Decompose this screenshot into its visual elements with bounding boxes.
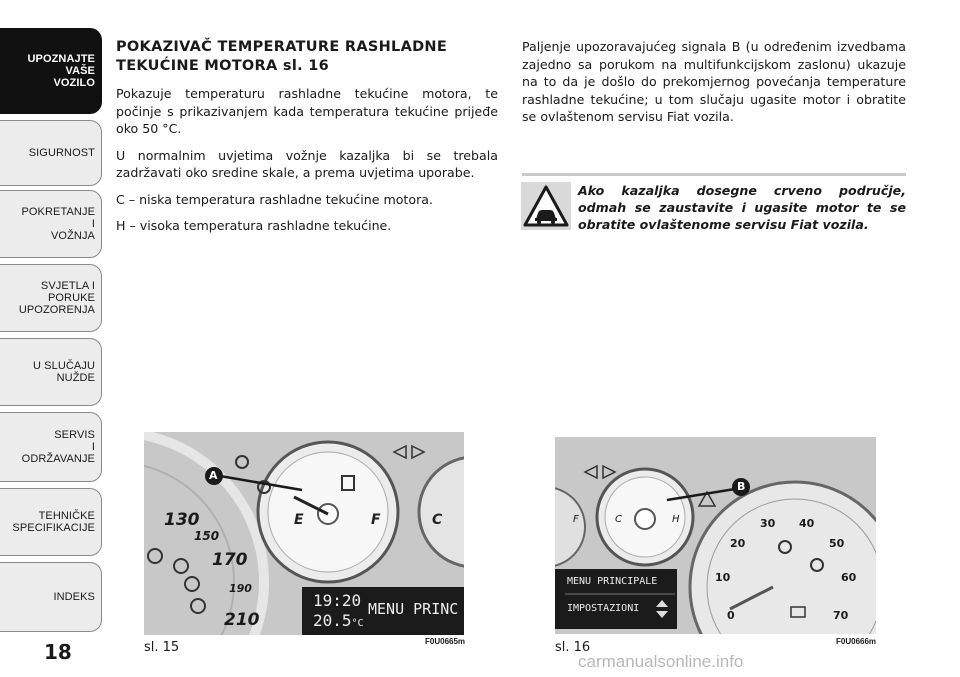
display-menu: MENU PRINC xyxy=(368,600,459,618)
right-column xyxy=(522,38,906,135)
rpm-label: 50 xyxy=(829,537,845,550)
figure-16-caption: sl. 16 xyxy=(555,640,591,655)
rpm-label: 40 xyxy=(799,517,815,530)
callout-a-label: A xyxy=(209,469,218,482)
tab-u-slucaju-nuzde[interactable]: U SLUČAJU NUŽDE xyxy=(0,338,102,406)
gauge-label-e: E xyxy=(294,512,304,528)
display-time: 19:20 xyxy=(313,591,362,610)
menu-item-impostazioni: IMPOSTAZIONI xyxy=(567,603,640,614)
speed-label: 210 xyxy=(224,610,260,630)
tab-pokretanje-i-voznja[interactable]: POKRETANJE I VOŽNJA xyxy=(0,190,102,258)
tab-indeks[interactable]: INDEKS xyxy=(0,562,102,632)
speed-label: 150 xyxy=(194,529,220,543)
page-number: 18 xyxy=(44,640,72,664)
speed-label: 190 xyxy=(229,582,252,595)
figure-15-caption: sl. 15 xyxy=(144,640,180,655)
tab-sigurnost[interactable]: SIGURNOST xyxy=(0,120,102,186)
speed-label: 170 xyxy=(212,550,248,570)
figure-16-instrument-panel xyxy=(555,437,876,634)
display-temperature-unit: °C xyxy=(351,618,364,629)
rpm-label: 70 xyxy=(833,609,849,622)
chapter-tabs xyxy=(0,0,106,677)
paragraph: C – niska temperatura rashladne tekućine motora. xyxy=(116,191,433,207)
gauge-label-c: C xyxy=(432,512,443,528)
tab-tehnicke-specifikacije[interactable]: TEHNIČKE SPECIFIKACIJE xyxy=(0,488,102,556)
rpm-label: 60 xyxy=(841,571,857,584)
rpm-label: 10 xyxy=(715,571,731,584)
tab-upoznajte-vase-vozilo[interactable]: UPOZNAJTE VAŠE VOZILO xyxy=(0,28,102,114)
gauge-label-h: H xyxy=(672,514,680,525)
warning-divider xyxy=(522,173,906,176)
warning-car-icon xyxy=(521,182,571,230)
speed-label: 130 xyxy=(164,510,200,530)
left-column xyxy=(116,38,498,244)
paragraph: Pokazuje temperaturu rashladne tekućine motora, te počinje s prikazivanjem kada temperatura tekućine prijeđe oko 50 °C. xyxy=(116,86,498,136)
watermark: carmanualsonline.info xyxy=(578,652,744,671)
gauge-label-c: C xyxy=(615,514,622,525)
rpm-label: 30 xyxy=(760,517,776,530)
gauge-label-f: F xyxy=(573,514,579,525)
warning-text: Ako kazaljka dosegne crveno područje, odmah se zaustavite i ugasite motor te se obratite ovlaštenome servisu Fiat vozila. xyxy=(578,183,906,232)
display-temperature xyxy=(313,611,364,630)
gauge-label-f: F xyxy=(371,512,381,528)
callout-b-label: B xyxy=(737,480,746,493)
paragraph: Paljenje upozoravajućeg signala B (u određenim izvedbama zajedno sa porukom na multifunkcijskom zaslonu) ukazuje na to da je došlo do prekomjernog povećanja temperature rashladne tekućine; u tom slučaju ugasite motor i obratite se ovlaštenom servisu Fiat vozila. xyxy=(522,39,906,124)
figure-15-code: F0U0665m xyxy=(425,637,466,646)
display-temperature-value: 20.5 xyxy=(313,611,352,630)
tab-servis-i-odrzavanje[interactable]: SERVIS I ODRŽAVANJE xyxy=(0,412,102,482)
paragraph: U normalnim uvjetima vožnje kazaljka bi se trebala zadržavati oko sredine skale, a prema uvjetima uporabe. xyxy=(116,147,498,180)
section-title: POKAZIVAČ TEMPERATURE RASHLADNE TEKUĆINE MOTORA sl. 16 xyxy=(116,39,448,74)
menu-item-principale: MENU PRINCIPALE xyxy=(567,576,658,587)
figure-16-code: F0U0666m xyxy=(836,637,877,646)
tab-svjetla-i-poruke[interactable]: SVJETLA I PORUKE UPOZORENJA xyxy=(0,264,102,332)
paragraph: H – visoka temperatura rashladne tekućine. xyxy=(116,218,392,233)
rpm-label: 20 xyxy=(730,537,746,550)
figure-15-instrument-panel xyxy=(144,432,464,635)
rpm-label: 0 xyxy=(727,609,735,622)
